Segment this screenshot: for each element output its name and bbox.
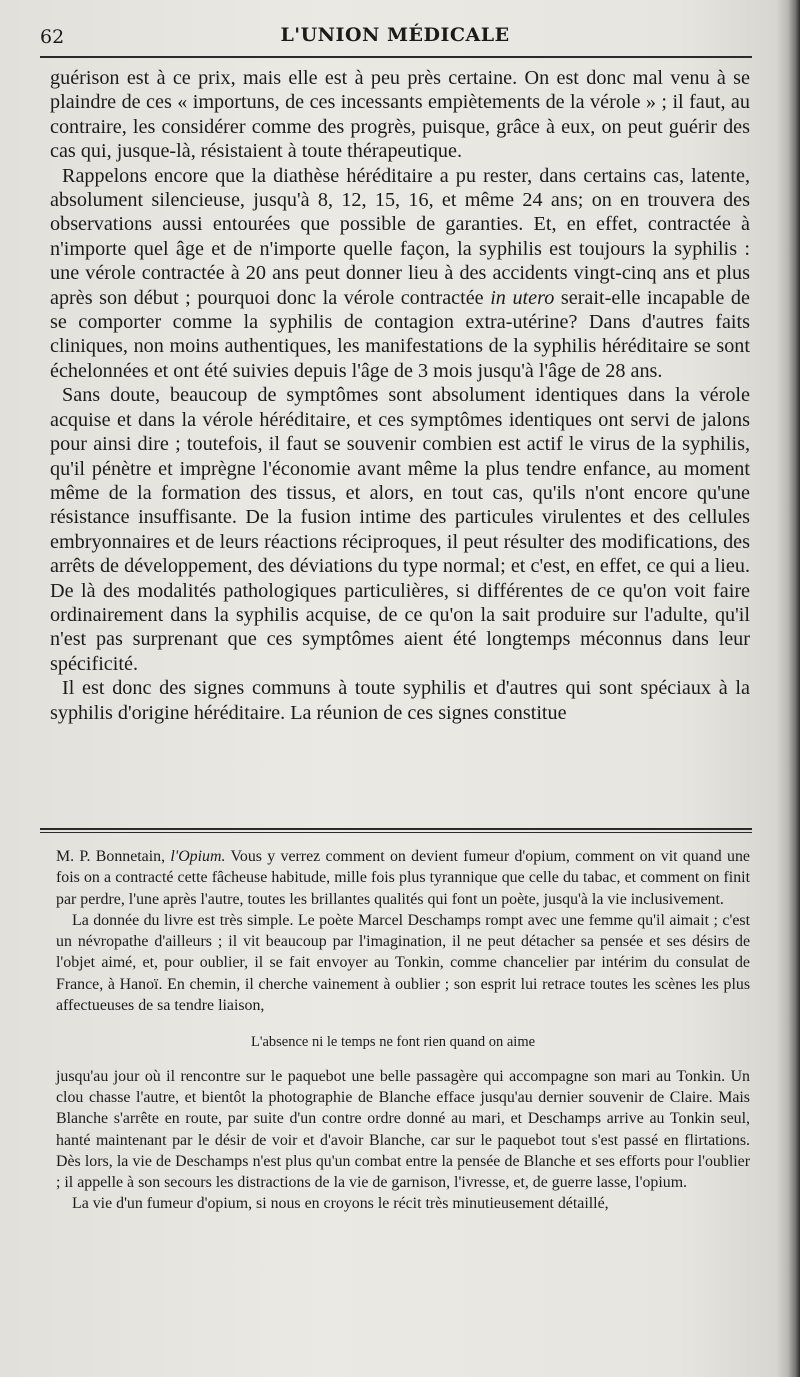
footnote-rule — [40, 828, 752, 833]
note-paragraph-4: La vie d'un fumeur d'opium, si nous en croyons le récit très minutieusement détaillé, — [72, 1195, 609, 1213]
paragraph-2-start: Rappelons encore que la diathèse héréditaire a pu rester, dans certains cas, latente, absolument silencieuse, jusqu'à 8, 12, 15, 16, et même 24 ans; on en trouvera des observations aussi entourées que possible de garanties. Et, en effet, contractée à n'importe quel âge et de n'importe quelle façon, la syphilis est toujours la syphilis : une vérole contractée à 20 ans peut donner lieu à des accidents vingt-cinq ans et plus après son début ; pourquoi donc la vérole contractée — [50, 164, 750, 309]
paragraph-4: Il est donc des signes communs à toute syphilis et d'autres qui sont spéciaux à la syphilis d'origine héréditaire. La réunion de ces signes constitue — [50, 677, 750, 724]
paragraph-3: Sans doute, beaucoup de symptômes sont absolument identiques dans la vérole acquise et dans la vérole héréditaire, et ces symptômes identiques ont servi de jalons pour ainsi dire ; toutefois, il faut se souvenir combien est actif le virus de la syphilis, qu'il pénètre et imprègne l'économie avant même la plus tendre enfance, au moment même de la formation des tissus, et alors, en tout cas, qu'ils n'ont encore qu'une résistance insuffisante. De la fusion intime des particules virulentes et des cellules embryonnaires et de leurs réactions réciproques, il peut résulter des modifications, des arrêts de développement, des déviations du type normal; et c'est, en effet, ce qui a lieu. De là des modalités pathologiques particulières, si différentes de ce qu'on voit faire ordinairement dans la syphilis acquise, de ce qu'on la sait produire sur l'adulte, qu'il n'est pas surprenant que ces symptômes aient été longtemps méconnus dans leur spécificité. — [50, 384, 750, 675]
page-header — [40, 22, 750, 56]
paragraph-2-end: serait-elle incapable de se comporter comme la syphilis de contagion extra-utérine? Dans d'autres faits cliniques, non moins authentiques, les manifestations de la syphilis héréditaire se sont échelonnées et ont été suivies depuis l'âge de 3 mois jusqu'à l'âge de 28 ans. — [50, 286, 750, 382]
note-author: M. P. Bonnetain, — [56, 848, 166, 865]
paragraph-2 — [50, 164, 750, 384]
verse-quote: L'absence ni le temps ne font rien quand on aime — [250, 1034, 536, 1051]
journal-title: L'UNION MÉDICALE — [280, 24, 510, 46]
page-edge-shadow — [788, 0, 800, 1377]
note-paragraph-1-text: Vous y verrez comment on devient fumeur d'opium, comment on vit quand une fois on a contracté cette fâcheuse habitude, mille fois plus tyrannique que celle du tabac, et comment on finit par perdre, l'une après l'autre, toutes les brillantes qualités qui font un poète, jusqu'à la vie inclusivement. — [56, 848, 750, 908]
footnote-section — [56, 846, 750, 1215]
paragraph-2-italic: in utero — [490, 286, 555, 309]
header-rule — [40, 56, 752, 58]
note-paragraph-1 — [56, 846, 750, 910]
note-paragraph-3: jusqu'au jour où il rencontre sur le paquebot une belle passagère qui accompagne son mari au Tonkin. Un clou chasse l'autre, et bientôt la photographie de Blanche efface jusqu'au dernier souvenir de Claire. Mais Blanche s'arrête en route, par suite d'un contre ordre donné au mari, et Deschamps arrive au Tonkin seul, hanté maintenant par le désir de voir et d'avoir Blanche, car sur le paquebot tout s'est passé en flirtations. Dès lors, la vie de Deschamps n'est plus qu'un combat entre la pensée de Blanche et ses efforts pour l'oublier ; il appelle à son secours les distractions de la vie de garnison, l'ivresse, et, de guerre lasse, l'opium. — [56, 1067, 750, 1192]
page-number: 62 — [40, 26, 65, 48]
note-paragraph-2: La donnée du livre est très simple. Le poète Marcel Deschamps rompt avec une femme qu'il aimait ; c'est un névropathe d'ailleurs ; il vit beaucoup par l'imagination, il ne peut détacher sa pensée et ses désirs de l'objet aimé, et, pour oublier, il se fait envoyer au Tonkin, comme chancelier par intérim du consulat de France, à Hanoï. En chemin, il cherche vainement à oublier ; son esprit lui retrace toutes les scènes les plus affectueuses de sa tendre liaison, — [56, 911, 750, 1015]
main-text — [50, 66, 750, 725]
paragraph-1: guérison est à ce prix, mais elle est à peu près certaine. On est donc mal venu à se plaindre de ces « importuns, de ces incessants empiètements de la vérole » ; il faut, au contraire, les considérer comme des progrès, puisque, grâce à eux, on peut guérir des cas qui, jusque-là, résistaient à toute thérapeutique. — [50, 67, 750, 163]
note-book-title: l'Opium. — [170, 848, 226, 865]
